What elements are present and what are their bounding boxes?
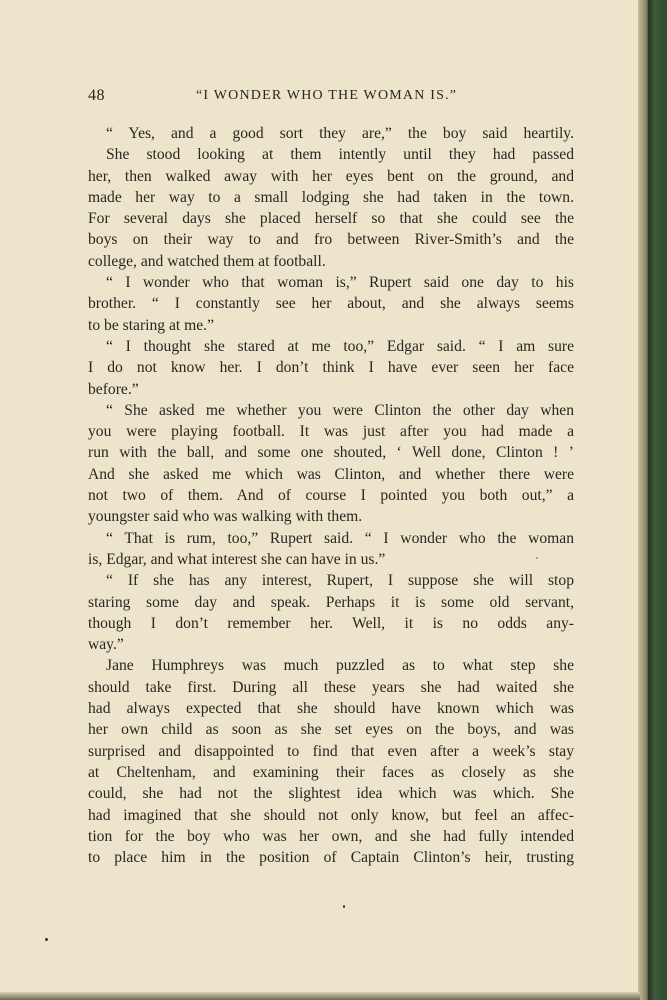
text-line: not two of them. And of course I pointed you both out,” a	[88, 487, 574, 505]
text-line: could, she had not the slightest idea which was which. She	[88, 785, 574, 803]
running-head: “I WONDER WHO THE WOMAN IS.”	[196, 88, 458, 103]
text-line: way.”	[88, 636, 124, 654]
text-line: “ If she has any interest, Rupert, I suppose she will stop	[106, 572, 574, 590]
text-line: I do not know her. I don’t think I have ever seen her face	[88, 359, 574, 377]
page-bottom-edge	[0, 992, 640, 1000]
text-line: before.”	[88, 380, 139, 398]
binding-shadow-line	[648, 0, 650, 1000]
text-line: “ That is rum, too,” Rupert said. “ I wonder who the woman	[106, 529, 574, 547]
book-binding-edge	[638, 0, 667, 1000]
text-line: college, and watched them at football.	[88, 252, 326, 270]
text-line: Jane Humphreys was much puzzled as to what step she	[106, 657, 574, 675]
text-line: is, Edgar, and what interest she can have in us.”	[88, 550, 386, 568]
text-line: had always expected that she should have known which was	[88, 700, 574, 718]
text-line: “ Yes, and a good sort they are,” the boy said heartily.	[106, 125, 574, 142]
page-header	[88, 87, 576, 109]
text-line: “ I wonder who that woman is,” Rupert said one day to his	[106, 274, 574, 292]
text-line: boys on their way to and fro between River-Smith’s and the	[88, 231, 574, 249]
text-line: And she asked me which was Clinton, and whether there were	[88, 465, 574, 483]
text-line: run with the ball, and some one shouted, ‘ Well done, Clinton ! ’	[88, 444, 574, 462]
text-line: to place him in the position of Captain Clinton’s heir, trusting	[88, 849, 574, 867]
text-line: had imagined that she should not only know, but feel an affec-	[88, 806, 574, 824]
text-line: She stood looking at them intently until they had passed	[106, 146, 574, 164]
text-line: made her way to a small lodging she had taken in the town.	[88, 188, 574, 206]
text-line: “ She asked me whether you were Clinton the other day when	[106, 401, 574, 419]
text-line: her, then walked away with her eyes bent on the ground, and	[88, 167, 574, 185]
paper-speck	[343, 905, 345, 908]
text-line: her own child as soon as she set eyes on the boys, and was	[88, 721, 574, 739]
paper-speck	[45, 938, 48, 941]
text-line: staring some day and speak. Perhaps it is some old servant,	[88, 593, 574, 611]
text-line: though I don’t remember her. Well, it is no odds any-	[88, 614, 574, 632]
page-number: 48	[88, 87, 105, 104]
body-text	[88, 123, 574, 868]
text-line: to be staring at me.”	[88, 316, 215, 334]
text-line: you were playing football. It was just after you had made a	[88, 423, 574, 441]
text-line: youngster said who was walking with them.	[88, 508, 363, 526]
text-line: surprised and disappointed to find that even after a week’s stay	[88, 742, 574, 760]
paper-speck	[536, 557, 538, 559]
text-line: “ I thought she stared at me too,” Edgar said. “ I am sure	[106, 337, 574, 355]
text-line: For several days she placed herself so that she could see the	[88, 210, 574, 228]
text-line: at Cheltenham, and examining their faces as closely as she	[88, 763, 574, 781]
text-line: tion for the boy who was her own, and she had fully intended	[88, 827, 574, 845]
text-line: brother. “ I constantly see her about, and she always seems	[88, 295, 574, 313]
text-line: should take first. During all these years she had waited she	[88, 678, 574, 696]
